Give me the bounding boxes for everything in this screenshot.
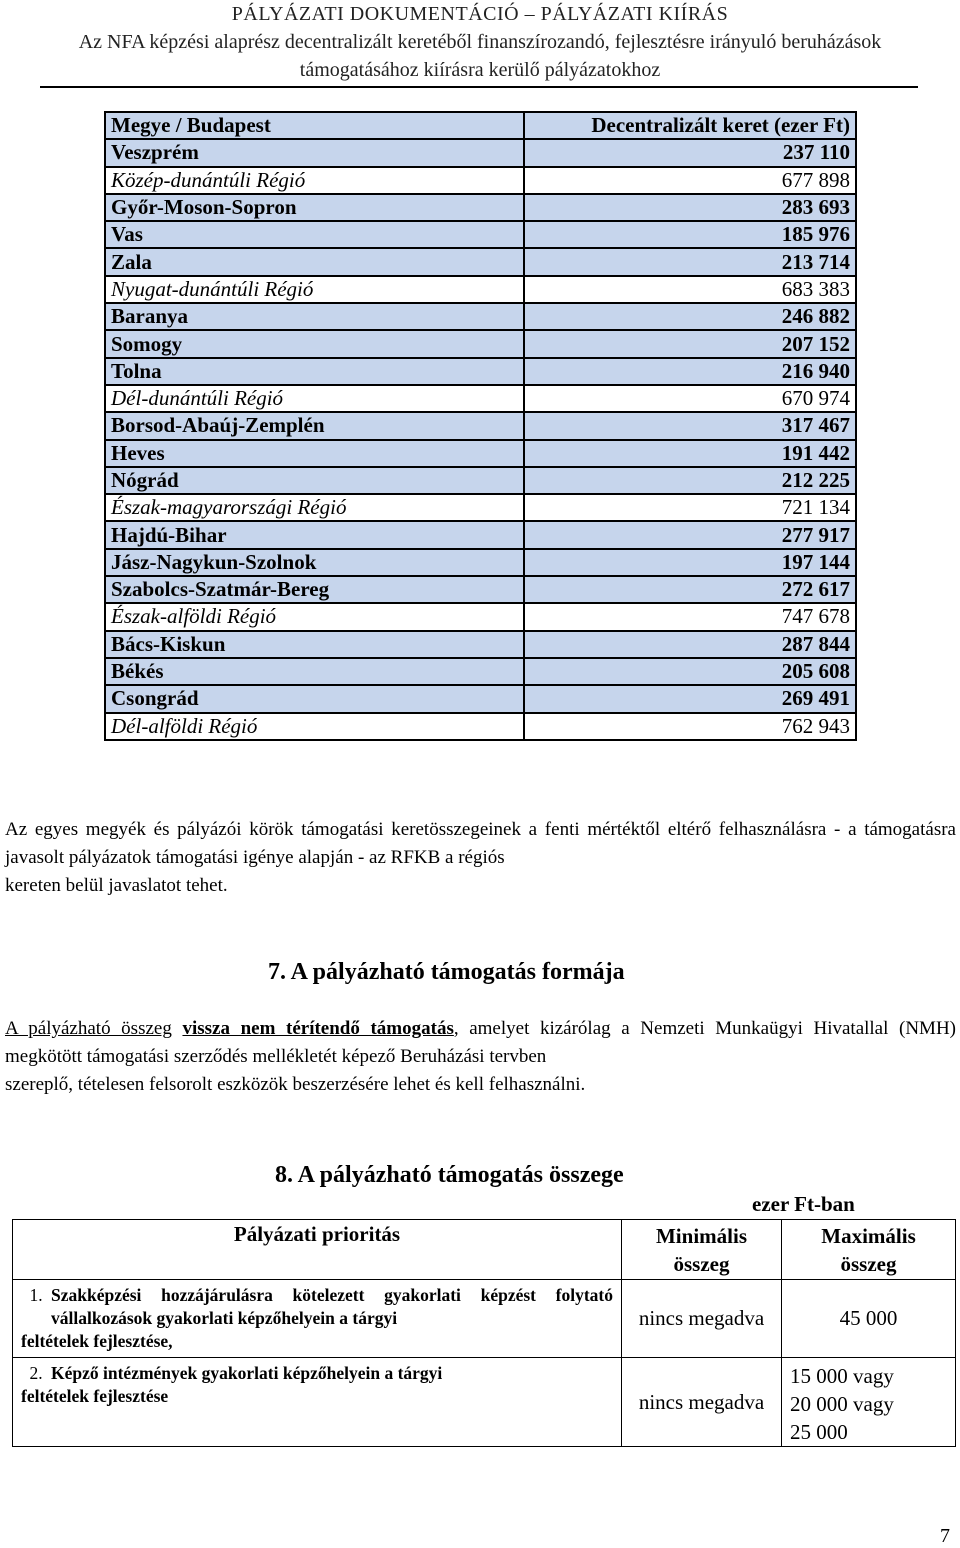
region-row (105, 167, 856, 194)
section-7-title: 7. A pályázható támogatás formája (268, 959, 625, 985)
area-name: Vas (105, 221, 524, 248)
budget-value: 207 152 (524, 330, 856, 357)
county-row (105, 467, 856, 494)
budget-value: 317 467 (524, 412, 856, 439)
area-name: Dél-alföldi Régió (105, 713, 524, 740)
header-line-1: PÁLYÁZATI DOKUMENTÁCIÓ – PÁLYÁZATI KIÍRÁS (231, 3, 729, 25)
header-priority: Pályázati prioritás (13, 1220, 622, 1280)
budget-value: 277 917 (524, 521, 856, 548)
header-max-line1: Maximális (821, 1224, 916, 1248)
header-max-line2: összeg (840, 1252, 897, 1276)
section-7-text-last: szereplő, tételesen felsorolt eszközök beszerzésére lehet és kell felhasználni. (5, 1074, 586, 1095)
county-row (105, 330, 856, 357)
priority-2-text-last: feltételek fejlesztése (21, 1386, 169, 1406)
region-row (105, 603, 856, 630)
budget-value: 216 940 (524, 358, 856, 385)
area-name: Győr-Moson-Sopron (105, 194, 524, 221)
priority-1-text: Szakképzési hozzájárulásra kötelezett gyakorlati képzést folytató vállalkozások gyakorlati képzőhelyein a tárgyi (51, 1285, 613, 1328)
section-8-title: 8. A pályázható támogatás összege (275, 1162, 624, 1188)
header-min (622, 1220, 782, 1280)
budget-value: 677 898 (524, 167, 856, 194)
priority-1 (13, 1280, 622, 1358)
priority-1-number: 1. (29, 1285, 43, 1305)
budget-value: 197 144 (524, 549, 856, 576)
budget-value: 269 491 (524, 685, 856, 712)
budget-value: 287 844 (524, 631, 856, 658)
budget-value: 205 608 (524, 658, 856, 685)
col-header-county: Megye / Budapest (105, 112, 524, 139)
table-header-row (105, 112, 856, 139)
region-row (105, 713, 856, 740)
area-name: Baranya (105, 303, 524, 330)
county-row (105, 221, 856, 248)
area-name: Borsod-Abaúj-Zemplén (105, 412, 524, 439)
area-name: Bács-Kiskun (105, 631, 524, 658)
allocation-table (104, 111, 857, 741)
county-row (105, 358, 856, 385)
page-number: 7 (940, 1525, 950, 1547)
budget-value: 212 225 (524, 467, 856, 494)
header-min-line2: összeg (673, 1252, 730, 1276)
budget-value: 191 442 (524, 440, 856, 467)
budget-value: 683 383 (524, 276, 856, 303)
area-name: Zala (105, 248, 524, 275)
col-header-budget: Decentralizált keret (ezer Ft) (524, 112, 856, 139)
county-row (105, 139, 856, 166)
area-name: Nyugat-dunántúli Régió (105, 276, 524, 303)
priority-2-max-line3: 25 000 (790, 1420, 848, 1444)
county-row (105, 521, 856, 548)
support-amount-table (12, 1219, 956, 1447)
area-name: Békés (105, 658, 524, 685)
area-name: Dél-dunántúli Régió (105, 385, 524, 412)
page-header (0, 0, 960, 84)
budget-value: 283 693 (524, 194, 856, 221)
county-row (105, 440, 856, 467)
budget-value: 213 714 (524, 248, 856, 275)
region-row (105, 385, 856, 412)
budget-value: 272 617 (524, 576, 856, 603)
area-name: Közép-dunántúli Régió (105, 167, 524, 194)
header-max (782, 1220, 956, 1280)
area-name: Szabolcs-Szatmár-Bereg (105, 576, 524, 603)
county-row (105, 412, 856, 439)
section-7-text-emphasis: vissza nem térítendő támogatás (182, 1018, 454, 1039)
area-name: Tolna (105, 358, 524, 385)
priority-1-text-last: feltételek fejlesztése, (21, 1331, 173, 1351)
priority-2-max-line1: 15 000 vagy (790, 1364, 894, 1388)
county-row (105, 631, 856, 658)
priority-2-number: 2. (29, 1363, 43, 1383)
priority-2-max (782, 1358, 956, 1447)
region-row (105, 494, 856, 521)
budget-value: 185 976 (524, 221, 856, 248)
support-row-1 (13, 1280, 956, 1358)
budget-value: 721 134 (524, 494, 856, 521)
allocation-note-text: Az egyes megyék és pályázói körök támogatási keretösszegeinek a fenti mértéktől eltérő felhasználásra - a támogatásra javasolt pályázatok támogatási igénye alapján - az RFKB a régiós (5, 819, 956, 868)
county-row (105, 303, 856, 330)
header-min-line1: Minimális (655, 1224, 747, 1248)
area-name: Jász-Nagykun-Szolnok (105, 549, 524, 576)
area-name: Veszprém (105, 139, 524, 166)
section-7-paragraph (5, 1015, 956, 1099)
county-row (105, 549, 856, 576)
area-name: Észak-alföldi Régió (105, 603, 524, 630)
area-name: Csongrád (105, 685, 524, 712)
section-7-text-a: A pályázható összeg (5, 1018, 172, 1039)
area-name: Hajdú-Bihar (105, 521, 524, 548)
county-row (105, 685, 856, 712)
header-divider (40, 86, 918, 88)
priority-2-max-line2: 20 000 vagy (790, 1392, 894, 1416)
county-row (105, 576, 856, 603)
priority-2-min: nincs megadva (622, 1358, 782, 1447)
county-row (105, 194, 856, 221)
unit-label: ezer Ft-ban (752, 1192, 855, 1216)
priority-1-min: nincs megadva (622, 1280, 782, 1358)
budget-value: 237 110 (524, 139, 856, 166)
area-name: Észak-magyarországi Régió (105, 494, 524, 521)
county-row (105, 248, 856, 275)
allocation-note-last-line: kereten belül javaslatot tehet. (5, 875, 228, 896)
header-line-2: Az NFA képzési alaprész decentralizált keretéből finanszírozandó, fejlesztésre irányuló beruházások (78, 31, 882, 53)
budget-value: 762 943 (524, 713, 856, 740)
budget-value: 670 974 (524, 385, 856, 412)
support-row-2 (13, 1358, 956, 1447)
county-row (105, 658, 856, 685)
area-name: Nógrád (105, 467, 524, 494)
priority-2 (13, 1358, 622, 1447)
budget-value: 246 882 (524, 303, 856, 330)
section-7-text-c: , amelyet kizárólag a Nemzeti Munkaügyi Hivatallal (NMH) megkötött támogatási szerződés mellékletét képező Beruházási tervben (5, 1018, 956, 1067)
budget-value: 747 678 (524, 603, 856, 630)
region-row (105, 276, 856, 303)
area-name: Somogy (105, 330, 524, 357)
priority-2-text: Képző intézmények gyakorlati képzőhelyein a tárgyi (51, 1363, 443, 1383)
support-header-row (13, 1220, 956, 1280)
area-name: Heves (105, 440, 524, 467)
header-line-3: támogatásához kiírásra kerülő pályázatokhoz (299, 59, 661, 81)
priority-1-max: 45 000 (782, 1280, 956, 1358)
allocation-note (5, 816, 956, 900)
